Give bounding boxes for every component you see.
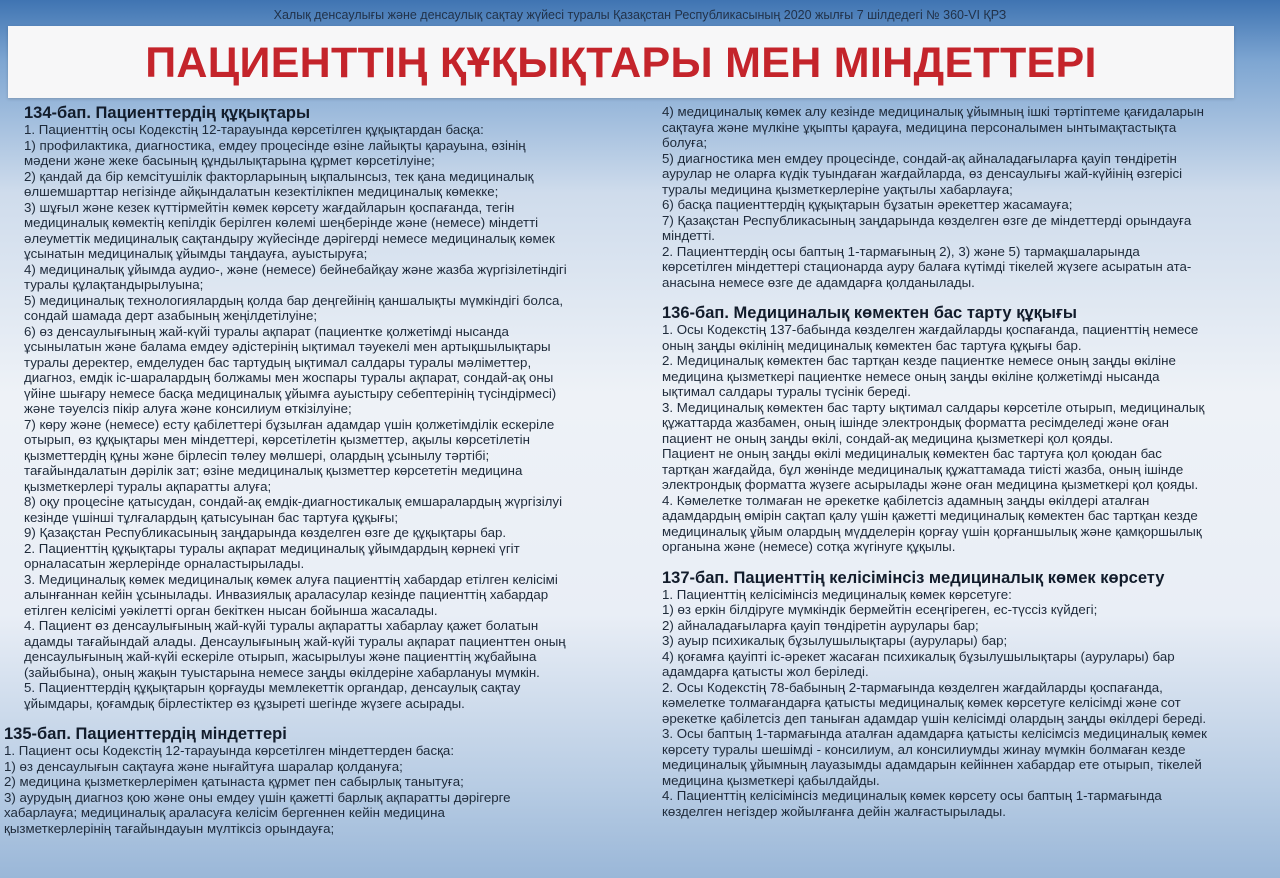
text-line: көрсетілген міндеттері стационарда ауру балаға күтімді тікелей жүзеге асыратын ата- bbox=[662, 259, 1192, 274]
text-line: 1) өз еркін білдіруге мүмкіндік бермейтін есеңгіреген, ес-түссіз күйдегі; bbox=[662, 602, 1098, 617]
text-line: 8) оқу процесіне қатысудан, сондай-ақ емдік-диагностикалық емшаралардың жүргізілуі bbox=[24, 494, 563, 509]
text-line: орналасатын жерлерінде орналастырылады. bbox=[24, 556, 305, 571]
text-line: өлшемшарттар негізінде айқындалатын кезектілікпен медициналық көмекке; bbox=[24, 184, 499, 199]
text-line: медицина қызметкері пациентке немесе оның заңды өкіліне қолжетімді нысанда bbox=[662, 368, 1160, 384]
text-line: тағайындалатын дәрілік зат; өзіне медициналық қызметтер көрсететін медицина bbox=[24, 463, 523, 478]
text-line: электрондық форматта жүзеге асырылады және оған медицина қызметкері қол қояды. bbox=[662, 477, 1199, 492]
text-line: туралы құлақтандырылуына; bbox=[24, 277, 204, 292]
text-line: мәдени және жеке басының құндылықтарына құрмет көрсетілуіне; bbox=[24, 153, 435, 168]
text-line: ұйымдары, қоғамдық бірлестіктер өз құзыреті шегінде жүзеге асырады. bbox=[24, 695, 465, 711]
text-line: 2) медицина қызметкерлерімен қатынаста құрмет пен сабырлық танытуға; bbox=[4, 774, 464, 789]
text-line: аурулар не оларға күдік туындаған жағдайларда, өз денсаулығы жай-күйінің өзгерісі bbox=[662, 166, 1183, 181]
text-line: көзделген негіздер жойылғанға дейін жалғастырылады. bbox=[662, 803, 1006, 819]
text-line: диагноз, емдік іс-шаралардың болжамы мен жоспары туралы ақпарат, сондай-ақ оны bbox=[24, 370, 554, 385]
text-line: 3) ауыр психикалық бұзылушылықтары (аурулары) бар; bbox=[662, 633, 1008, 648]
text-line: сақтауға және мүлкіне ұқыпты қарауға, медицина персоналымен ынтымақтастықта bbox=[662, 119, 1177, 135]
article-134-heading: 134-бап. Пациенттердің құқықтары bbox=[24, 104, 311, 122]
text-line: 2. Медициналық көмектен бас тартқан кезде пациентке немесе оның заңды өкіліне bbox=[662, 353, 1176, 368]
text-line: хабарлауға; медициналық араласуға келісім бергеннен кейін медицина bbox=[4, 805, 445, 820]
article-137-body bbox=[662, 587, 1248, 820]
text-line: кезінде үшінші тұлғалардың қатысуынан бас тартуға құқығы; bbox=[24, 509, 399, 525]
text-line: 4. Кәмелетке толмаған не әрекетке қабілетсіз адамның заңды өкілдері аталған bbox=[662, 492, 1150, 508]
text-line: болуға; bbox=[662, 135, 708, 150]
text-line: қызметтердің құны және бірлесіп төлеу мөлшері, олардың ұсынылу тәртібі; bbox=[24, 447, 490, 463]
text-line: сондай шамада дерт азабының жеңілдетілуіне; bbox=[24, 308, 318, 323]
text-line: 7) көру және (немесе) есту қабілеттері бұзылған адамдар үшін қолжетімділік ескеріле bbox=[24, 416, 555, 432]
text-line: 1. Пациенттің осы Кодекстің 12-тарауында көрсетілген құқықтардан басқа: bbox=[24, 122, 484, 137]
text-line: 2. Пациенттің құқықтары туралы ақпарат медициналық ұйымдардың көрнекі үгіт bbox=[24, 540, 520, 556]
text-line: құжаттарда жазбамен, оның ішінде электрондық форматта ресімделеді және оған bbox=[662, 415, 1169, 430]
text-line: етілген келісімі уәкілетті орган бекіткен нысан бойынша жасалады. bbox=[24, 602, 438, 618]
text-line: кәмелетке толмағандарға қатысты медициналық көмек көрсетуге келісімді және сот bbox=[662, 695, 1181, 710]
text-line: 4) медициналық ұйымда аудио-, және (немесе) бейнебайқау және жазба жүргізілетіндігі bbox=[24, 261, 567, 277]
text-line: пациент не оның заңды өкілі, сондай-ақ медицина қызметкері қол қояды. bbox=[662, 430, 1114, 446]
article-134-body bbox=[4, 122, 616, 711]
page-title: ПАЦИЕНТТІҢ ҚҰҚЫҚТАРЫ МЕН МІНДЕТТЕРІ bbox=[145, 39, 1097, 87]
text-line: медицина қызметкері қабылдайды. bbox=[662, 772, 880, 788]
text-line: 1) профилактика, диагностика, емдеу процесінде өзіне лайықты қарауына, өзінің bbox=[24, 137, 526, 153]
left-column bbox=[4, 104, 616, 836]
text-line: 4) қоғамға қауіпті іс-әрекет жасаған психикалық бұзылушылықтары (аурулары) бар bbox=[662, 648, 1175, 664]
text-line: адамды тағайындай алады. Денсаулығының жай-күйі туралы ақпарат пациенттен оның bbox=[24, 633, 566, 649]
text-line: 3. Медициналық көмектен бас тарту ықтимал салдары көрсетіле отырып, медициналық bbox=[662, 399, 1205, 415]
text-line: 2) айналадағыларға қауіп төндіретін аурулары бар; bbox=[662, 617, 979, 633]
article-135-heading: 135-бап. Пациенттердің міндеттері bbox=[4, 725, 287, 743]
text-line: 4. Пациенттің келісімінсіз медициналық көмек көрсету осы баптың 1-тармағында bbox=[662, 788, 1162, 803]
text-line: оның заңды өкілінің медициналық көмектен бас тартуға құқығы бар. bbox=[662, 337, 1082, 353]
text-line: 9) Қазақстан Республикасының заңдарында көзделген өзге де құқықтары бар. bbox=[24, 525, 507, 540]
text-line: үйіне шығару немесе басқа медициналық ұйымға ауыстыру себептерінің түсіндірмесі) bbox=[24, 385, 557, 401]
law-reference: Халық денсаулығы және денсаулық сақтау жүйесі туралы Қазақстан Республикасының 2020 жылғы 7 шілдедегі № 360-VI ҚРЗ bbox=[273, 8, 1007, 22]
text-line: және тәуелсіз пікір алуға және консилиум өткізілуіне; bbox=[24, 401, 352, 416]
text-line: медициналық көмектің кепілдік берілген көлемі шеңберінде және (немесе) міндетті bbox=[24, 215, 539, 230]
text-line: 2. Осы Кодекстің 78-бабының 2-тармағында көзделген жағдайларды қоспағанда, bbox=[662, 679, 1163, 695]
text-line: 1) өз денсаулығын сақтауға және нығайтуға шаралар қолдануға; bbox=[4, 758, 403, 774]
text-line: 1. Пациенттің келісімінсіз медициналық көмек көрсетуге: bbox=[662, 586, 1012, 602]
text-line: (зайыбына), оның жақын туыстарына немесе заңды өкілдеріне хабарлануы мүмкін. bbox=[24, 664, 540, 680]
text-line: туралы медицина қызметкерлеріне уақтылы хабарлауға; bbox=[662, 181, 1013, 197]
article-136-heading: 136-бап. Медициналық көмектен бас тарту құқығы bbox=[662, 304, 1077, 322]
text-line: ұсынылатын және балама емдеу әдістерінің ықтимал тәуекелі мен артықшылықтары bbox=[24, 339, 551, 354]
text-line: адамдарға қатысты жол беріледі. bbox=[662, 664, 869, 679]
text-line: міндетті. bbox=[662, 228, 715, 243]
text-line: 6) басқа пациенттердің құқықтарын бұзатын әрекеттер жасамауға; bbox=[662, 197, 1073, 212]
text-line: анасына немесе өзге де адамдарға қолданылады. bbox=[662, 274, 975, 290]
text-line: әлеуметтік медициналық сақтандыру жүйесінде дәрігерді немесе медициналық көмек bbox=[24, 230, 555, 246]
text-line: 1. Пациент осы Кодекстің 12-тарауында көрсетілген міндеттерден басқа: bbox=[4, 743, 455, 758]
text-line: Пациент не оның заңды өкілі медициналық көмектен бас тартуға қол қоюдан бас bbox=[662, 446, 1162, 461]
text-line: қызметкерлері туралы ақпаратты алуға; bbox=[24, 478, 272, 494]
text-line: 7) Қазақстан Республикасының заңдарында көзделген өзге де міндеттерді орындауға bbox=[662, 212, 1192, 228]
text-line: 3) аурудың диагноз қою және оны емдеу үшін қажетті барлық ақпаратты дәрігерге bbox=[4, 789, 511, 805]
text-line: ықтимал салдары туралы түсінік береді. bbox=[662, 384, 911, 399]
article-136-body bbox=[662, 322, 1248, 555]
text-line: медициналық ұйым олардың мүдделерін қорғау үшін қорғаншылық және қамқоршылық bbox=[662, 523, 1202, 539]
text-line: 5) медициналық технологиялардың қолда бар деңгейінің қаншалықты мүмкіндігі болса, bbox=[24, 292, 564, 308]
text-line: көрсету туралы шешімді - консилиум, ал консилиумды жинау мүмкін болмаған кезде bbox=[662, 741, 1186, 757]
text-line: 3) шұғыл және кезек күттірмейтін көмек көрсету жағдайларын қоспағанда, тегін bbox=[24, 199, 515, 215]
article-135-body bbox=[4, 743, 616, 836]
text-line: 3. Осы баптың 1-тармағында аталған адамдарға қатысты келісімсіз медициналық көмек bbox=[662, 726, 1207, 741]
title-banner bbox=[8, 26, 1234, 98]
text-line: 4) медициналық көмек алу кезінде медициналық ұйымның ішкі тәртіптеме қағидаларын bbox=[662, 104, 1204, 119]
text-line: 5. Пациенттердің құқықтарын қорғауды мемлекеттік органдар, денсаулық сақтау bbox=[24, 680, 521, 695]
text-line: туралы деректер, емделуден бас тартудың ықтимал салдары туралы мәліметтер, bbox=[24, 354, 532, 370]
text-line: ұсынатын медициналық ұйымды таңдауға, ауыстыруға; bbox=[24, 246, 368, 261]
right-column bbox=[662, 104, 1248, 819]
text-line: 3. Медициналық көмек медициналық көмек алуға пациенттің хабардар етілген келісімі bbox=[24, 571, 558, 587]
text-line: органына және (немесе) сотқа жүгінуге құқылы. bbox=[662, 539, 956, 554]
text-line: 5) диагностика мен емдеу процесінде, сондай-ақ айналадағыларға қауіп төндіретін bbox=[662, 150, 1177, 166]
text-line: алынғаннан кейін ұсынылады. Инвазиялық араласулар кезінде пациенттің хабардар bbox=[24, 587, 549, 602]
article-137-heading: 137-бап. Пациенттің келісімінсіз медициналық көмек көрсету bbox=[662, 568, 1165, 587]
article-135-continuation bbox=[662, 104, 1248, 290]
text-line: 2) қандай да бір кемсітушілік факторларының ықпалынсыз, тек қана медициналық bbox=[24, 168, 534, 184]
text-line: қызметкерлерінің тағайындауын мүлтіксіз орындауға; bbox=[4, 820, 335, 836]
text-line: тартқан жағдайда, бұл жөнінде медициналық құжаттамада тиісті жазба, оның ішінде bbox=[662, 461, 1184, 477]
text-line: денсаулығының жай-күйі ескеріле отырып, жасырылуы және пациенттің жұбайына bbox=[24, 649, 537, 664]
text-line: 1. Осы Кодекстің 137-бабында көзделген жағдайларды қоспағанда, пациенттің немесе bbox=[662, 322, 1199, 337]
text-line: адамдардың өмірін сақтап қалу үшін қажетті медициналық көмектен бас тартқан кезде bbox=[662, 508, 1198, 523]
text-line: әрекетке қабілетсіз деп таныған адамдар үшін келісімді олардың заңды өкілдері береді. bbox=[662, 710, 1207, 726]
text-line: медициналық ұйымның лауазымды адамдарын кейіннен хабардар ете отырып, тікелей bbox=[662, 757, 1202, 772]
text-line: отырып, өз құқықтары мен міндеттері, көрсетілетін қызметтер, ақылы көрсетілетін bbox=[24, 432, 530, 447]
text-line: 4. Пациент өз денсаулығының жай-күйі туралы ақпаратты хабарлау қажет болатын bbox=[24, 618, 539, 633]
text-line: 2. Пациенттердің осы баптың 1-тармағының 2), 3) және 5) тармақшаларында bbox=[662, 243, 1140, 259]
text-line: 6) өз денсаулығының жай-күйі туралы ақпарат (пациентке қолжетімді нысанда bbox=[24, 323, 509, 339]
